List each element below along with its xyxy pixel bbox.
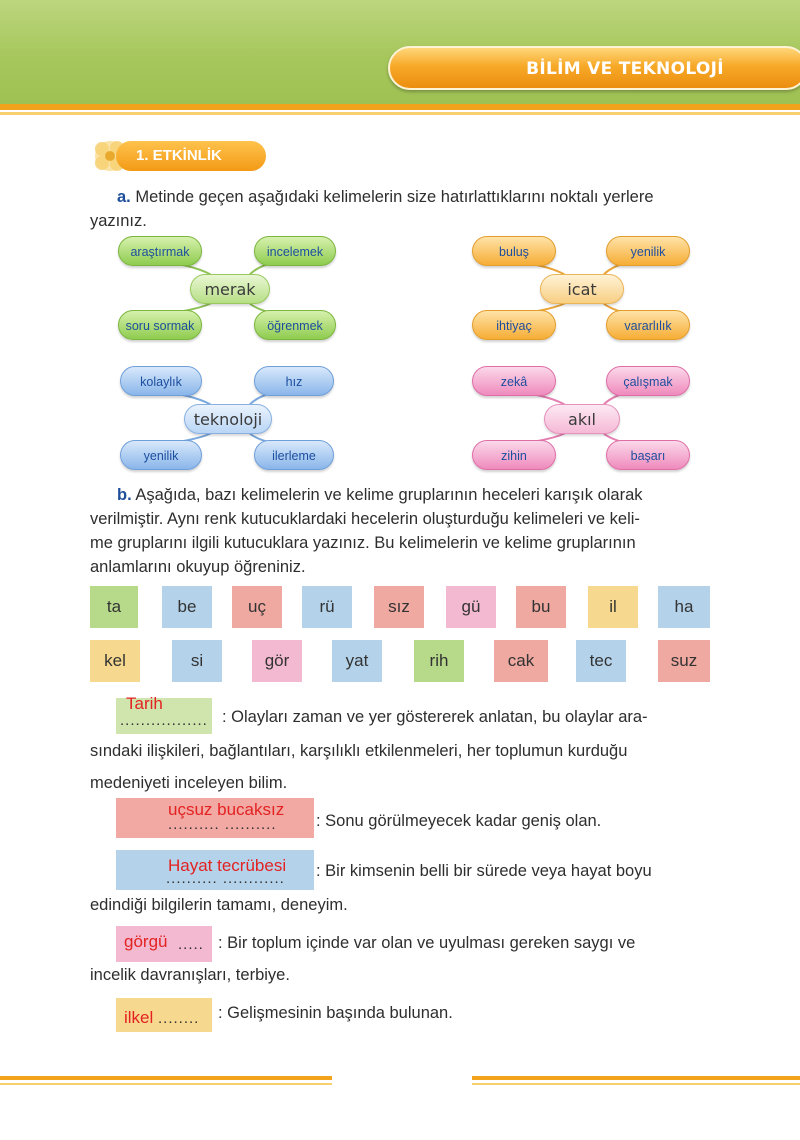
mindmap-icat [472, 236, 692, 340]
syllable-tile: kel [90, 640, 140, 682]
syllable-tile: bu [516, 586, 566, 628]
part-a-instruction-cont: yazınız. [90, 212, 147, 230]
syllable-tile: gü [446, 586, 496, 628]
answer-dots: ................. [120, 712, 208, 729]
syllable-tile: si [172, 640, 222, 682]
syllable-tile: sız [374, 586, 424, 628]
part-a-text: Metinde geçen aşağıdaki kelimelerin size hatırlattıklarını noktalı yerlere [135, 188, 654, 206]
header-divider-thin [0, 112, 800, 115]
mindmap-akil [472, 366, 692, 470]
syllable-tile: il [588, 586, 638, 628]
header-divider [0, 104, 800, 110]
definition-line: edindiği bilgilerin tamamı, deneyim. [90, 896, 348, 914]
part-b-text: Aşağıda, bazı kelimelerin ve kelime gruplarının heceleri karışık olarak [135, 486, 643, 504]
mindmap-item: ihtiyaç [472, 310, 556, 340]
part-b-letter: b. [117, 486, 132, 504]
activity-badge [90, 137, 268, 175]
activity-label: 1. ETKİNLİK [136, 147, 222, 164]
answer-dots: .......... ............ [166, 870, 285, 887]
answer-dots: ........ [158, 1010, 200, 1027]
definition-line: : Gelişmesinin başında bulunan. [218, 1004, 453, 1022]
part-b-line: verilmiştir. Aynı renk kutucuklardaki hecelerin oluşturduğu kelimeleri ve keli- [90, 510, 640, 528]
syllable-tile: suz [658, 640, 710, 682]
mindmap-item: öğrenmek [254, 310, 336, 340]
definition-line: : Bir toplum içinde var olan ve uyulması gereken saygı ve [218, 934, 636, 952]
unit-title: BİLİM VE TEKNOLOJİ [526, 59, 724, 79]
mindmap-item: yenilik [606, 236, 690, 266]
syllable-tile: uç [232, 586, 282, 628]
part-a-letter: a. [117, 188, 131, 206]
mindmap-item: soru sormak [118, 310, 202, 340]
mindmap-center: akıl [544, 404, 620, 434]
syllable-tile: tec [576, 640, 626, 682]
definition-line: : Bir kimsenin belli bir sürede veya hayat boyu [316, 862, 652, 880]
answer-dots: ..... [178, 936, 204, 953]
mindmap-item: araştırmak [118, 236, 202, 266]
mindmap-item: çalışmak [606, 366, 690, 396]
syllable-tile: rih [414, 640, 464, 682]
syllable-tile: ha [658, 586, 710, 628]
mindmap-item: vararlılık [606, 310, 690, 340]
answer-text: görgü [124, 932, 168, 951]
mindmap-item: zekâ [472, 366, 556, 396]
definition-line: medeniyeti inceleyen bilim. [90, 774, 288, 792]
definition-line: : Olayları zaman ve yer göstererek anlatan, bu olaylar ara- [222, 708, 648, 726]
mindmap-item: hız [254, 366, 334, 396]
mindmap-teknoloji [118, 366, 338, 470]
mindmap-item: kolaylık [120, 366, 202, 396]
mindmap-center: icat [540, 274, 624, 304]
mindmap-item: başarı [606, 440, 690, 470]
answer-text: Tarih [126, 694, 163, 713]
mindmap-center: teknoloji [184, 404, 272, 434]
mindmap-item: incelemek [254, 236, 336, 266]
syllable-tile: cak [494, 640, 548, 682]
part-b-line: me gruplarını ilgili kutucuklara yazınız. Bu kelimelerin ve kelime gruplarının [90, 534, 636, 552]
mindmap-item: yenilik [120, 440, 202, 470]
answer-dots: .......... .......... [168, 816, 277, 833]
syllable-tile: yat [332, 640, 382, 682]
syllable-tile: rü [302, 586, 352, 628]
definition-line: sındaki ilişkileri, bağlantıları, karşılıklı etkilenmeleri, her toplumun kurduğu [90, 742, 628, 760]
mindmap-item: ilerleme [254, 440, 334, 470]
page-number-area [332, 1068, 472, 1094]
mindmap-merak [118, 236, 338, 340]
definition-line: : Sonu görülmeyecek kadar geniş olan. [316, 812, 602, 830]
answer-text: ilkel [124, 1008, 154, 1027]
mindmap-center: merak [190, 274, 270, 304]
mindmap-item: zihin [472, 440, 556, 470]
answer-text: uçsuz bucaksız [168, 800, 285, 819]
part-a-instruction [117, 188, 717, 207]
definition-line: incelik davranışları, terbiye. [90, 966, 290, 984]
syllable-tile: ta [90, 586, 138, 628]
part-b-line: anlamlarını okuyup öğreniniz. [90, 558, 306, 576]
mindmap-item: buluş [472, 236, 556, 266]
part-b-instruction [117, 486, 717, 505]
syllable-tile: gör [252, 640, 302, 682]
syllable-tile: be [162, 586, 212, 628]
answer-text: Hayat tecrübesi [168, 856, 287, 875]
